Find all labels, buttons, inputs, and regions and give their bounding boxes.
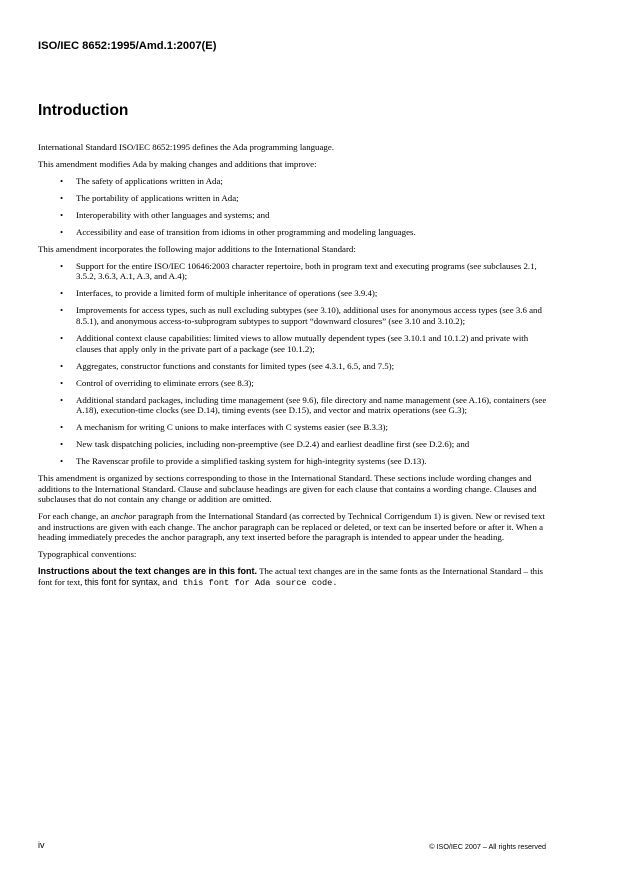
list-item: • Additional standard packages, including time management (see 9.6), file directory and name management (see A.16), containers (see A.18), execution-time clocks (see D.14), timing events (see D.15), and vector and matrix operations (see G.3); bbox=[38, 395, 548, 416]
instruction-font-sample: Instructions about the text changes are in this font. bbox=[38, 566, 258, 577]
list-item: • A mechanism for writing C unions to make interfaces with C systems easier (see B.3.3); bbox=[38, 422, 548, 433]
syntax-font-sample: this font for syntax bbox=[84, 577, 158, 588]
paragraph: International Standard ISO/IEC 8652:1995 defines the Ada programming language. bbox=[38, 142, 334, 152]
text-run: The actual text changes are in the same fonts as the International Standard – this font for text, bbox=[38, 566, 543, 588]
list-item: • The safety of applications written in Ada; bbox=[38, 176, 548, 187]
list-item: • New task dispatching policies, including non-preemptive (see D.2.4) and earliest deadline first (see D.2.6); and bbox=[38, 439, 548, 450]
list-item: • The Ravenscar profile to provide a simplified tasking system for high-integrity systems (see D.13). bbox=[38, 456, 548, 467]
document-id-header: ISO/IEC 8652:1995/Amd.1:2007(E) bbox=[38, 40, 217, 52]
paragraph: Typographical conventions: bbox=[38, 549, 137, 560]
code-font-sample: and this font for Ada source code. bbox=[162, 578, 338, 589]
conventions-paragraph bbox=[38, 566, 548, 588]
anchor-term: anchor bbox=[110, 511, 136, 522]
list-item: • Support for the entire ISO/IEC 10646:2003 character repertoire, both in program text and executing programs (see subclauses 2.1, 3.5.2, 3.6.3, A.1, A.3, and A.4); bbox=[38, 261, 548, 282]
list-item: • Accessibility and ease of transition from idioms in other programming and modeling languages. bbox=[38, 227, 548, 238]
improvements-list bbox=[38, 176, 548, 238]
paragraph: This amendment is organized by sections corresponding to those in the International Standard. These sections include wording changes and additions to the International Standard. Clause and subclause headings are given for each clause that contains a wording change. Clauses and subclauses that do not contain any change or addition are omitted. bbox=[38, 473, 537, 505]
paragraph: This amendment modifies Ada by making changes and additions that improve: bbox=[38, 158, 317, 169]
list-item: • Improvements for access types, such as null excluding subtypes (see 3.10), additional uses for anonymous access types (see 3.6 and 8.5.1), and anonymous access-to-subprogram subtypes to support “downward closures” (see 3.10 and 3.10.2); bbox=[38, 305, 548, 326]
list-item: • Additional context clause capabilities: limited views to allow mutually dependent types (see 3.10.1 and 10.1.2) and private with clauses that apply only in the private part of a package (see 10.1.2); bbox=[38, 333, 548, 354]
list-item: • The portability of applications written in Ada; bbox=[38, 193, 548, 204]
text-run: , bbox=[157, 577, 163, 588]
document-body bbox=[38, 142, 548, 595]
page-number: iv bbox=[38, 840, 45, 850]
list-item: • Aggregates, constructor functions and constants for limited types (see 4.3.1, 6.5, and 7.5); bbox=[38, 361, 548, 372]
paragraph: This amendment incorporates the following major additions to the International Standard: bbox=[38, 243, 356, 254]
text-run: For each change, an bbox=[38, 511, 111, 522]
paragraph bbox=[38, 511, 548, 543]
major-additions-list bbox=[38, 261, 548, 467]
list-item: • Control of overriding to eliminate errors (see 8.3); bbox=[38, 378, 548, 389]
page-title: Introduction bbox=[38, 102, 129, 119]
text-run: paragraph from the International Standard (as corrected by Technical Corrigendum 1) is given. New or revised text and instructions are given with each change. The anchor paragraph can be replaced or deleted, or text can be inserted before or after it. When a heading immediately precedes the anchor paragraph, any text inserted before the paragraph is intended to appear under the heading. bbox=[38, 511, 545, 543]
copyright-notice: © ISO/IEC 2007 – All rights reserved bbox=[429, 842, 546, 851]
list-item: • Interoperability with other languages and systems; and bbox=[38, 210, 548, 221]
list-item: • Interfaces, to provide a limited form of multiple inheritance of operations (see 3.9.4); bbox=[38, 288, 548, 299]
